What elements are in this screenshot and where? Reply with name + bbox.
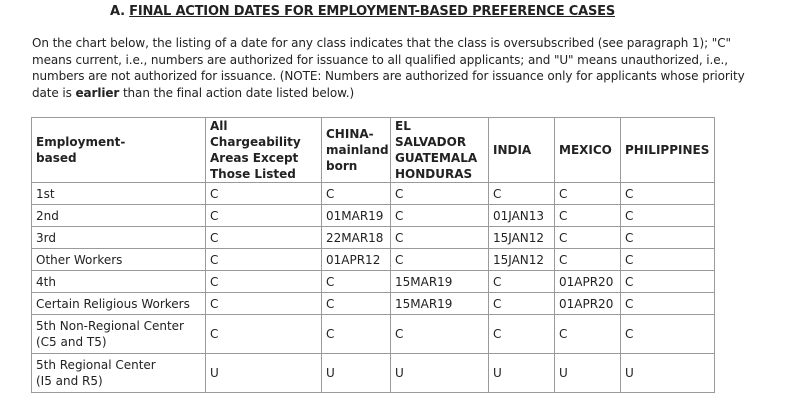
row-category: 5th Non-Regional Center (C5 and T5) [32,315,206,354]
cell-value: 01MAR19 [322,205,391,227]
row-category: Other Workers [32,249,206,271]
cell-value: C [555,249,621,271]
cell-value: C [621,249,715,271]
table-row [32,271,715,293]
cell-value: C [489,315,555,354]
cell-value: 01JAN13 [489,205,555,227]
cell-value: C [489,293,555,315]
cell-value: U [489,354,555,393]
header-china: CHINA- mainland born [322,118,391,183]
cell-value: C [555,227,621,249]
cell-value: 01APR20 [555,271,621,293]
intro-text-2: than the final action date listed below.) [119,85,355,100]
cell-value: C [206,183,322,205]
cell-value: C [621,183,715,205]
cell-value: C [206,293,322,315]
cell-value: C [322,293,391,315]
intro-paragraph [32,35,772,101]
cell-value: U [391,354,489,393]
cell-value: C [489,183,555,205]
cell-value: C [206,315,322,354]
cell-value: 15JAN12 [489,249,555,271]
header-mexico: MEXICO [555,118,621,183]
cell-value: U [555,354,621,393]
cell-value: C [621,293,715,315]
row-category: 3rd [32,227,206,249]
cell-value: C [391,249,489,271]
cell-value: U [322,354,391,393]
cell-value: 15MAR19 [391,271,489,293]
cell-value: C [322,183,391,205]
section-heading [110,4,615,19]
cell-value: C [621,271,715,293]
intro-emphasis: earlier [75,85,120,100]
cell-value: C [206,227,322,249]
header-el-salvador: EL SALVADOR GUATEMALA HONDURAS [391,118,489,183]
table-row [32,315,715,354]
cell-value: 15JAN12 [489,227,555,249]
header-employment-based: Employment- based [32,118,206,183]
table-row [32,205,715,227]
cell-value: C [391,183,489,205]
cell-value: 01APR12 [322,249,391,271]
row-category: 2nd [32,205,206,227]
header-india: INDIA [489,118,555,183]
table-row [32,249,715,271]
cell-value: C [621,315,715,354]
cell-value: C [555,205,621,227]
row-category: Certain Religious Workers [32,293,206,315]
cell-value: C [206,249,322,271]
cell-value: C [391,315,489,354]
cell-value: C [621,227,715,249]
intro-text-1: On the chart below, the listing of a date for any class indicates that the class is oversubscribed (see paragraph 1); "C" means current, i.e., numbers are authorized for issuance to all qualified applicants; and "U" means unauthorized, i.e., numbers are not authorized for issuance. (NOTE: Numbers are authorized for issuance only for applicants whose priority date is [32,36,745,100]
cell-value: C [391,205,489,227]
header-philippines: PHILIPPINES [621,118,715,183]
cell-value: C [322,315,391,354]
cell-value: 15MAR19 [391,293,489,315]
section-letter: A. [110,4,125,19]
cell-value: C [621,205,715,227]
final-action-dates-table [31,117,715,393]
row-category: 5th Regional Center (I5 and R5) [32,354,206,393]
cell-value: C [206,205,322,227]
cell-value: C [555,315,621,354]
row-category: 4th [32,271,206,293]
table-row [32,354,715,393]
cell-value: C [322,271,391,293]
cell-value: U [206,354,322,393]
cell-value: U [621,354,715,393]
cell-value: C [555,183,621,205]
cell-value: 22MAR18 [322,227,391,249]
header-all-chargeability: All Chargeability Areas Except Those Listed [206,118,322,183]
cell-value: 01APR20 [555,293,621,315]
table-row [32,293,715,315]
row-category: 1st [32,183,206,205]
table-row [32,183,715,205]
table-header-row [32,118,715,183]
cell-value: C [206,271,322,293]
table-row [32,227,715,249]
cell-value: C [489,271,555,293]
section-title: FINAL ACTION DATES FOR EMPLOYMENT-BASED PREFERENCE CASES [129,4,615,19]
cell-value: C [391,227,489,249]
